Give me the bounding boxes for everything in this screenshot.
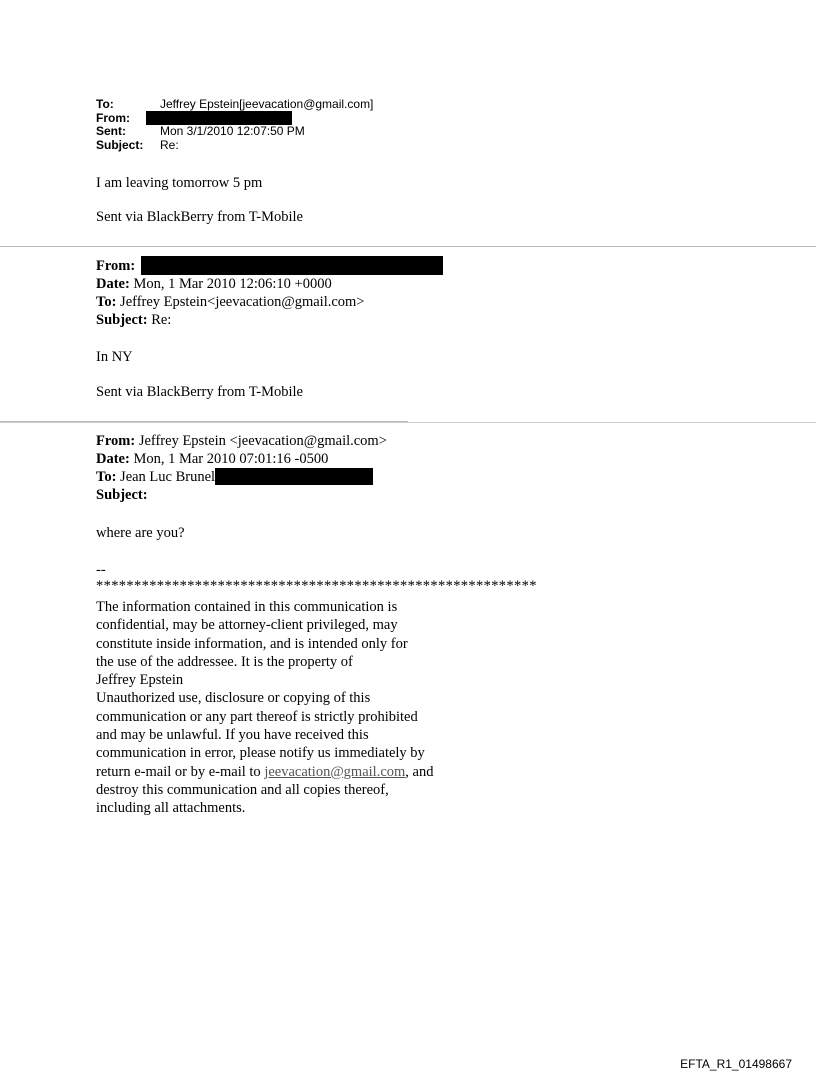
subject-value: Re: [160,137,179,152]
msg2-to-row [96,293,443,311]
separator-rule [0,246,816,247]
disclaimer-line: the use of the addressee. It is the property of [96,653,353,670]
confidentiality-disclaimer [96,598,433,818]
msg2-subject-label: Subject: [96,312,148,328]
msg1-signature: Sent via BlackBerry from T-Mobile [96,209,303,225]
stars-divider: ********************************************************** [96,578,537,594]
msg2-date-row [96,275,443,293]
disclaimer-line: including all attachments. [96,800,246,817]
msg1-body: I am leaving tomorrow 5 pm [96,175,263,191]
email-link[interactable]: jeevacation@gmail.com [264,763,406,780]
sent-label: Sent: [96,124,126,138]
redaction-bar [146,111,292,125]
msg3-subject-label: Subject: [96,487,148,503]
disclaimer-return-line [96,763,433,781]
disclaimer-line: The information contained in this communication is [96,599,398,615]
disclaimer-line: constitute inside information, and is intended only for [96,635,408,652]
msg3-date-label: Date: [96,451,130,467]
disclaimer-line: communication in error, please notify us immediately by [96,745,425,762]
msg2-from-label: From: [96,258,136,274]
disclaimer-line: Unauthorized use, disclosure or copying of this [96,690,371,707]
msg3-to-row [96,468,387,486]
msg2-to-label: To: [96,294,117,310]
msg3-to-label: To: [96,469,117,485]
msg2-header [96,257,443,329]
disclaimer-line: destroy this communication and all copies thereof, [96,781,389,798]
disclaimer-line: communication or any part thereof is strictly prohibited [96,708,418,725]
to-value: Jeffrey Epstein[jeevacation@gmail.com] [160,97,374,111]
from-label: From: [96,110,130,125]
msg2-date-label: Date: [96,276,130,292]
msg3-from-row [96,432,387,450]
disclaimer-line: confidential, may be attorney-client privileged, may [96,617,398,634]
disclaimer-line: Jeffrey Epstein [96,672,184,689]
msg3-from-label: From: [96,433,136,449]
msg3-subject-row [96,486,387,504]
msg3-body: where are you? [96,525,185,541]
return-prefix: return e-mail or by e-mail to [96,763,265,780]
redaction-bar [215,468,373,485]
msg2-subject-row [96,311,443,329]
msg3-to-value: Jean Luc Brunel [120,469,216,485]
disclaimer-line: and may be unlawful. If you have received this [96,727,369,744]
msg2-date-value: Mon, 1 Mar 2010 12:06:10 +0000 [133,276,332,292]
separator-rule [0,422,816,423]
msg3-date-value: Mon, 1 Mar 2010 07:01:16 -0500 [133,451,329,467]
msg2-from-row [96,257,443,275]
signature-dashes: -- [96,562,106,578]
document-id: EFTA_R1_01498667 [680,1057,792,1071]
msg3-date-row [96,450,387,468]
to-label: To: [96,97,114,111]
msg2-subject-value: Re: [151,312,172,328]
return-suffix: , and [405,763,434,780]
msg2-signature: Sent via BlackBerry from T-Mobile [96,384,303,400]
redaction-bar [141,256,443,275]
msg3-from-value: Jeffrey Epstein <jeevacation@gmail.com> [138,433,387,449]
msg2-body: In NY [96,349,133,365]
msg2-to-value: Jeffrey Epstein<jeevacation@gmail.com> [120,294,365,310]
subject-label: Subject: [96,137,144,152]
msg3-header [96,432,387,504]
sent-value: Mon 3/1/2010 12:07:50 PM [160,124,305,138]
